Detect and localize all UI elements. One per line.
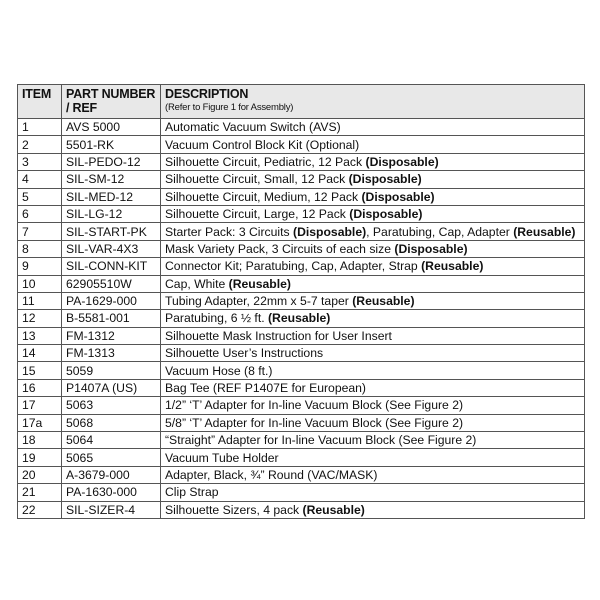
description-text: Silhouette Circuit, Pediatric, 12 Pack: [165, 154, 366, 169]
table-row: [18, 310, 585, 327]
item-number: 2: [22, 137, 29, 152]
cell-description: [161, 275, 585, 292]
table-row: [18, 171, 585, 188]
cell-description: [161, 258, 585, 275]
table-row: [18, 484, 585, 501]
header-description-label: DESCRIPTION: [165, 87, 249, 101]
cell-part-number: [62, 484, 161, 501]
description-text: Vacuum Hose (8 ft.): [165, 363, 273, 378]
cell-description: [161, 432, 585, 449]
cell-item: [18, 136, 62, 153]
table-row: [18, 345, 585, 362]
item-number: 16: [22, 381, 36, 396]
cell-description: [161, 136, 585, 153]
description-text: Silhouette Circuit, Large, 12 Pack: [165, 207, 350, 222]
header-part-line2: / REF: [66, 101, 97, 115]
cell-description: [161, 171, 585, 188]
cell-description: [161, 379, 585, 396]
table-row: [18, 362, 585, 379]
cell-description: [161, 153, 585, 170]
part-number: 5064: [66, 433, 94, 448]
description-usage-tag: (Disposable): [361, 189, 435, 204]
cell-item: [18, 327, 62, 344]
cell-description: [161, 188, 585, 205]
part-number: SIL-MED-12: [66, 189, 134, 204]
cell-part-number: [62, 188, 161, 205]
header-row: [18, 85, 585, 119]
cell-part-number: [62, 466, 161, 483]
item-number: 8: [22, 241, 29, 256]
description-usage-tag: (Reusable): [267, 311, 331, 326]
description-text: Silhouette Circuit, Medium, 12 Pack: [165, 189, 362, 204]
description-text: Cap, White: [165, 276, 229, 291]
part-number: FM-1312: [66, 328, 115, 343]
description-text: Bag Tee (REF P1407E for European): [165, 381, 366, 396]
cell-item: [18, 379, 62, 396]
table-row: [18, 153, 585, 170]
part-number: SIL-VAR-4X3: [66, 241, 139, 256]
table-row: [18, 136, 585, 153]
description-usage-tag: (Disposable): [365, 154, 439, 169]
part-number: PA-1629-000: [66, 294, 137, 309]
item-number: 11: [22, 294, 35, 309]
description-usage-tag: (Reusable): [352, 294, 415, 309]
description-text: Silhouette User’s Instructions: [165, 346, 324, 361]
cell-item: [18, 310, 62, 327]
header-item-label: ITEM: [22, 87, 52, 101]
part-number: 5065: [66, 450, 94, 465]
cell-description: [161, 362, 585, 379]
description-usage-tag: (Disposable): [349, 207, 423, 222]
cell-part-number: [62, 119, 161, 136]
description-text: Automatic Vacuum Switch (AVS): [165, 120, 341, 135]
cell-item: [18, 345, 62, 362]
cell-part-number: [62, 414, 161, 431]
cell-item: [18, 397, 62, 414]
item-number: 13: [22, 328, 36, 343]
table-row: [18, 501, 585, 518]
cell-item: [18, 292, 62, 309]
cell-part-number: [62, 240, 161, 257]
cell-item: [18, 362, 62, 379]
item-number: 6: [22, 207, 29, 222]
cell-item: [18, 153, 62, 170]
description-usage-tag: (Reusable): [302, 502, 365, 517]
cell-part-number: [62, 379, 161, 396]
table-row: [18, 414, 585, 431]
header-item: [18, 85, 62, 119]
cell-description: [161, 414, 585, 431]
cell-item: [18, 171, 62, 188]
table-row: [18, 379, 585, 396]
cell-part-number: [62, 292, 161, 309]
part-number: SIL-SM-12: [66, 172, 125, 187]
item-number: 12: [22, 311, 36, 326]
description-text: Silhouette Mask Instruction for User Insert: [165, 328, 392, 343]
item-number: 21: [22, 485, 36, 500]
cell-description: [161, 223, 585, 240]
cell-part-number: [62, 432, 161, 449]
cell-item: [18, 240, 62, 257]
cell-description: [161, 240, 585, 257]
item-number: 9: [22, 259, 29, 274]
table-header: [18, 85, 585, 119]
description-text: Vacuum Control Block Kit (Optional): [165, 137, 360, 152]
table-row: [18, 275, 585, 292]
description-text: Mask Variety Pack, 3 Circuits of each size: [165, 241, 395, 256]
table-row: [18, 205, 585, 222]
item-number: 10: [22, 276, 36, 291]
cell-item: [18, 223, 62, 240]
cell-item: [18, 188, 62, 205]
cell-description: [161, 292, 585, 309]
cell-description: [161, 327, 585, 344]
header-description-note: (Refer to Figure 1 for Assembly): [165, 102, 294, 113]
item-number: 20: [22, 468, 36, 482]
cell-part-number: [62, 136, 161, 153]
description-usage-tag: (Reusable): [421, 259, 484, 274]
table-row: [18, 119, 585, 136]
cell-description: [161, 205, 585, 222]
table-row: [18, 258, 585, 275]
item-number: 17: [22, 398, 36, 413]
item-number: 14: [22, 346, 36, 361]
table-row: [18, 432, 585, 449]
description-usage-tag: (Disposable): [348, 172, 422, 187]
cell-part-number: [62, 501, 161, 518]
cell-description: [161, 397, 585, 414]
part-number: 5501-RK: [66, 137, 115, 152]
cell-part-number: [62, 362, 161, 379]
table-row: [18, 188, 585, 205]
part-number: 62905510W: [66, 276, 132, 291]
cell-part-number: [62, 310, 161, 327]
item-number: 19: [22, 450, 36, 465]
description-usage-tag: (Disposable): [293, 224, 367, 239]
item-number: 3: [22, 154, 29, 169]
item-number: 15: [22, 363, 36, 378]
cell-description: [161, 501, 585, 518]
cell-item: [18, 205, 62, 222]
cell-part-number: [62, 397, 161, 414]
cell-part-number: [62, 171, 161, 188]
part-number: AVS 5000: [66, 120, 120, 135]
table-row: [18, 223, 585, 240]
cell-description: [161, 484, 585, 501]
table-row: [18, 449, 585, 466]
cell-item: [18, 449, 62, 466]
cell-description: [161, 119, 585, 136]
description-text: Silhouette Sizers, 4 pack: [165, 502, 303, 517]
header-part-number: [62, 85, 161, 119]
header-part-line1: PART NUMBER: [66, 87, 156, 101]
cell-item: [18, 501, 62, 518]
cell-item: [18, 414, 62, 431]
part-number: PA-1630-000: [66, 485, 137, 500]
part-number: SIL-LG-12: [66, 207, 123, 222]
part-number: SIL-SIZER-4: [66, 502, 136, 517]
cell-part-number: [62, 153, 161, 170]
cell-part-number: [62, 205, 161, 222]
parts-list-table: [17, 84, 585, 519]
cell-item: [18, 119, 62, 136]
description-text: Clip Strap: [165, 485, 219, 500]
description-text: 1/2” ‘T’ Adapter for In-line Vacuum Block (See Figure 2): [165, 398, 464, 413]
description-usage-tag: (Reusable): [513, 224, 576, 239]
part-number: SIL-START-PK: [66, 224, 147, 239]
description-text: Connector Kit; Paratubing, Cap, Adapter, Strap: [165, 259, 422, 274]
cell-item: [18, 466, 62, 483]
item-number: 1: [22, 120, 29, 135]
item-number: 22: [22, 502, 36, 517]
part-number: 5068: [66, 415, 94, 430]
part-number: FM-1313: [66, 346, 115, 361]
part-number: SIL-PEDO-12: [66, 154, 141, 169]
description-text: Paratubing, 6 ½ ft.: [165, 311, 268, 326]
item-number: 5: [22, 189, 29, 204]
description-text: Silhouette Circuit, Small, 12 Pack: [165, 172, 349, 187]
part-number: 5063: [66, 398, 94, 413]
table-row: [18, 240, 585, 257]
description-usage-tag: (Reusable): [228, 276, 291, 291]
cell-description: [161, 466, 585, 483]
description-text: “Straight” Adapter for In-line Vacuum Block (See Figure 2): [165, 433, 477, 448]
item-number: 17a: [22, 415, 43, 430]
item-number: 4: [22, 172, 29, 187]
description-text-cont: , Paratubing, Cap, Adapter: [366, 224, 514, 239]
part-number: B-5581-001: [66, 311, 130, 326]
description-text: Starter Pack: 3 Circuits: [165, 224, 294, 239]
cell-part-number: [62, 258, 161, 275]
cell-description: [161, 310, 585, 327]
part-number: SIL-CONN-KIT: [66, 259, 148, 274]
cell-description: [161, 345, 585, 362]
item-number: 18: [22, 433, 36, 448]
description-text: Adapter, Black, ¾” Round (VAC/MASK): [165, 468, 378, 482]
cell-item: [18, 432, 62, 449]
part-number: A-3679-000: [66, 468, 130, 482]
cell-part-number: [62, 275, 161, 292]
header-description: [161, 85, 585, 119]
table-row: [18, 397, 585, 414]
cell-part-number: [62, 449, 161, 466]
cell-item: [18, 484, 62, 501]
description-text: Tubing Adapter, 22mm x 5-7 taper: [165, 294, 353, 309]
table-row: [18, 466, 585, 483]
cell-item: [18, 275, 62, 292]
description-usage-tag: (Disposable): [394, 241, 468, 256]
cell-description: [161, 449, 585, 466]
table-row: [18, 292, 585, 309]
description-text: 5/8” ‘T’ Adapter for In-line Vacuum Block (See Figure 2): [165, 415, 464, 430]
table-row: [18, 327, 585, 344]
table-body: [18, 119, 585, 519]
part-number: 5059: [66, 363, 94, 378]
description-text: Vacuum Tube Holder: [165, 450, 279, 465]
part-number: P1407A (US): [66, 381, 138, 396]
item-number: 7: [22, 224, 29, 239]
cell-item: [18, 258, 62, 275]
cell-part-number: [62, 223, 161, 240]
cell-part-number: [62, 327, 161, 344]
cell-part-number: [62, 345, 161, 362]
